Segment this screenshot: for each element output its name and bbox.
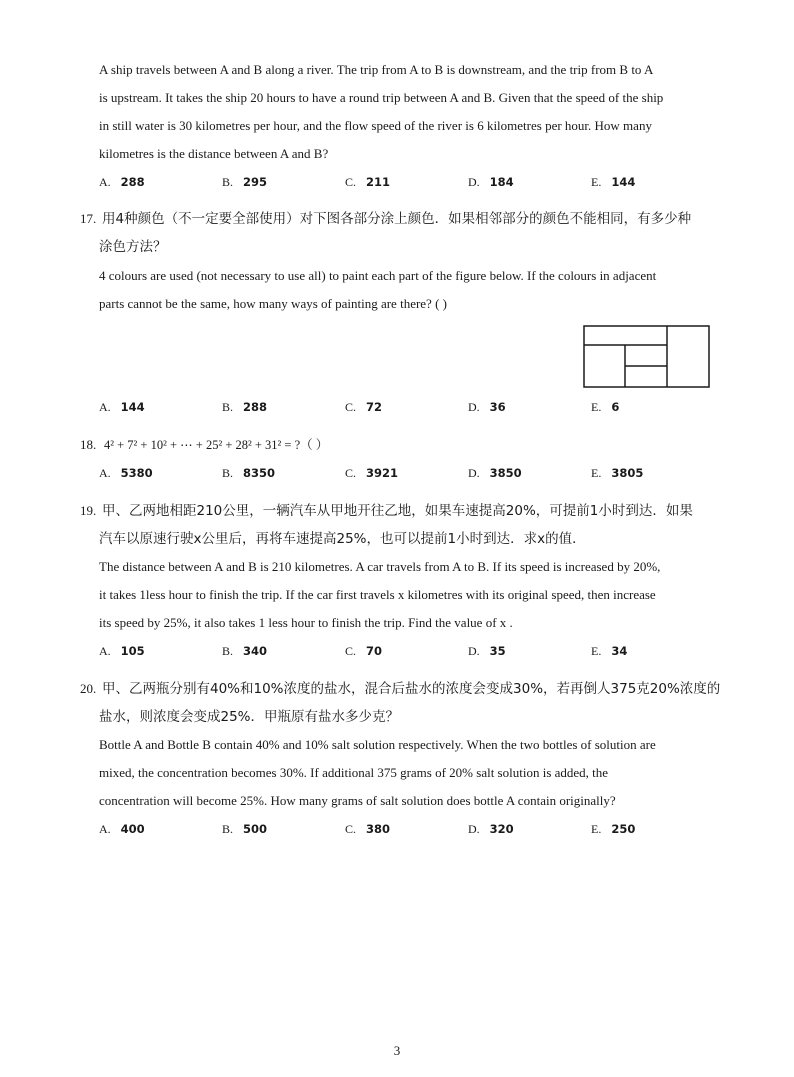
- q19-option-b: B. 340: [222, 644, 268, 658]
- q20-en-line-3: concentration will become 25%. How many grams of salt solution does bottle A contain originally?: [99, 793, 616, 808]
- q16-option-c: C. 211: [345, 175, 391, 189]
- q19-zh-line-2: 汽车以原速行驶x公里后，再将车速提高25%，也可以提前1小时到达．求x的值．: [99, 531, 586, 547]
- q17-option-c: C. 72: [345, 400, 383, 414]
- q20-option-c: C. 380: [345, 822, 391, 836]
- q20-option-a: A. 400: [99, 822, 145, 836]
- q16-option-a: A. 288: [99, 175, 145, 189]
- q19-option-a: A. 105: [99, 644, 145, 658]
- q18-option-c: C. 3921: [345, 466, 399, 480]
- q17-option-e: E. 6: [591, 400, 620, 414]
- q16-line-1: A ship travels between A and B along a river. The trip from A to B is downstream, and the trip from B to A: [99, 62, 654, 77]
- q20-number: 20.: [80, 681, 97, 696]
- q19-en-line-2: it takes 1less hour to finish the trip. If the car first travels x kilometres with its original speed, then increase: [99, 587, 656, 602]
- q19-en-line-1: The distance between A and B is 210 kilometres. A car travels from A to B. If its speed is increased by 20%,: [99, 559, 661, 574]
- q20-en-line-1: Bottle A and Bottle B contain 40% and 10% salt solution respectively. When the two bottles of solution are: [99, 737, 656, 752]
- q17-option-b: B. 288: [222, 400, 268, 414]
- q16-option-b: B. 295: [222, 175, 268, 189]
- figure-outer-rectangle: [584, 326, 709, 387]
- page-number: 3: [393, 1043, 401, 1058]
- q20-option-d: D. 320: [468, 822, 514, 836]
- q18-number: 18.: [80, 437, 97, 452]
- q19-number: 19.: [80, 503, 97, 518]
- q18-option-e: E. 3805: [591, 466, 644, 480]
- q17-option-a: A. 144: [99, 400, 145, 414]
- q18-option-a: A. 5380: [99, 466, 153, 480]
- q17-zh-line-2: 涂色方法？: [99, 239, 167, 255]
- q17-zh-line-1: 用4种颜色（不一定要全部使用）对下图各部分涂上颜色．如果相邻部分的颜色不能相同，有多少种: [102, 211, 692, 227]
- q16-option-e: E. 144: [591, 175, 636, 189]
- q16-line-3: in still water is 30 kilometres per hour, and the flow speed of the river is 6 kilometres per hour. How many: [99, 118, 652, 133]
- q17-partition-figure: [583, 325, 711, 389]
- q19-en-line-3: its speed by 25%, it also takes 1 less hour to finish the trip. Find the value of x .: [99, 615, 513, 630]
- q17-option-d: D. 36: [468, 400, 506, 414]
- q19-zh-line-1: 甲、乙两地相距210公里，一辆汽车从甲地开往乙地，如果车速提高20%，可提前1小时到达．如果: [102, 503, 693, 519]
- q19-option-c: C. 70: [345, 644, 383, 658]
- q17-en-line-2: parts cannot be the same, how many ways of painting are there? ( ): [99, 296, 447, 311]
- q17-number: 17.: [80, 211, 97, 226]
- q20-option-b: B. 500: [222, 822, 268, 836]
- q20-en-line-2: mixed, the concentration becomes 30%. If additional 375 grams of 20% salt solution is added, the: [99, 765, 609, 780]
- q17-en-line-1: 4 colours are used (not necessary to use all) to paint each part of the figure below. If the colours in adjacent: [99, 268, 657, 283]
- q19-option-e: E. 34: [591, 644, 628, 658]
- q18-option-b: B. 8350: [222, 466, 276, 480]
- q19-option-d: D. 35: [468, 644, 506, 658]
- q20-zh-line-1: 甲、乙两瓶分别有40%和10%浓度的盐水，混合后盐水的浓度会变成30%，若再倒人375克20%浓度的: [102, 681, 721, 697]
- q18-option-d: D. 3850: [468, 466, 522, 480]
- q18-expression: 4² + 7² + 10² + ⋯ + 25² + 28² + 31² = ?（ ）: [104, 438, 329, 452]
- q16-line-2: is upstream. It takes the ship 20 hours to have a round trip between A and B. Given that the speed of the ship: [99, 90, 664, 105]
- q16-option-d: D. 184: [468, 175, 514, 189]
- q20-option-e: E. 250: [591, 822, 636, 836]
- q16-line-4: kilometres is the distance between A and B?: [99, 146, 329, 161]
- q20-zh-line-2: 盐水，则浓度会变成25%．甲瓶原有盐水多少克？: [99, 709, 400, 725]
